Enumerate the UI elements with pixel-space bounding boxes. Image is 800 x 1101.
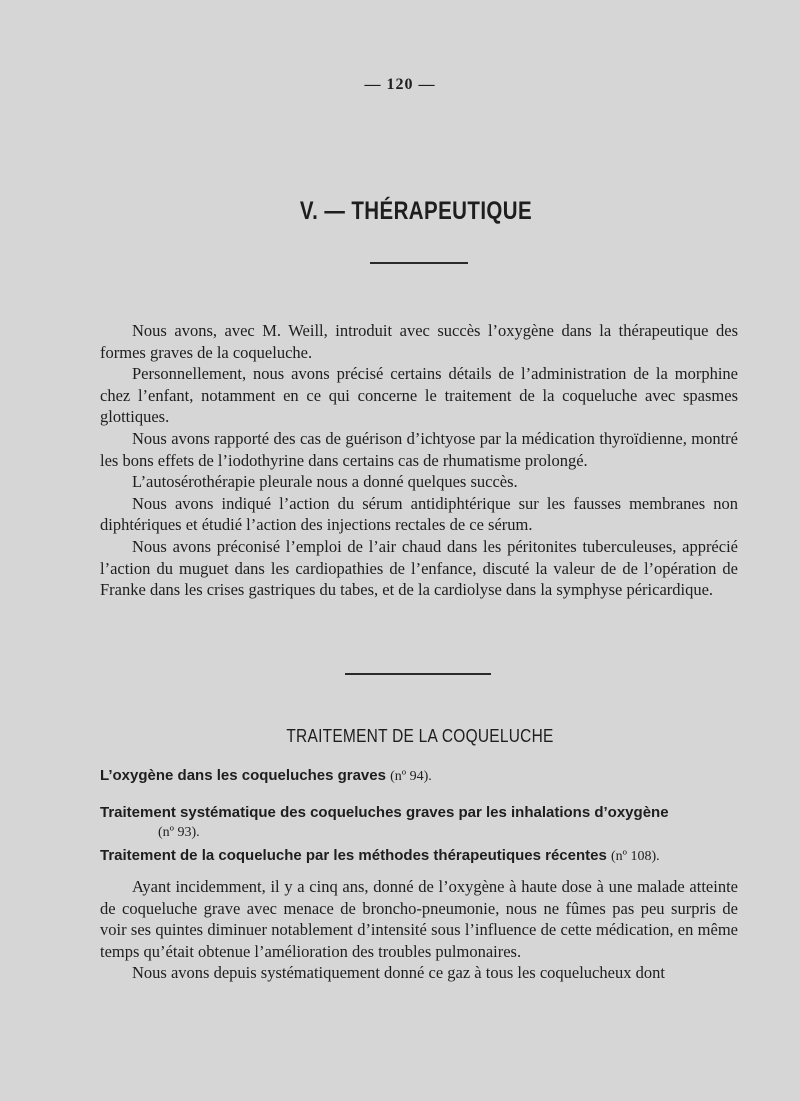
reference-number: (nº 108).	[611, 849, 660, 864]
reference-number: (nº 94).	[390, 769, 432, 784]
page-number: — 120 —	[364, 76, 436, 93]
reference-title: L’oxygène dans les coqueluches graves	[100, 767, 386, 784]
treatment-text	[100, 876, 738, 984]
reference-title: Traitement de la coqueluche par les méthodes thérapeutiques récentes	[100, 847, 607, 864]
reference-number: (nº 93).	[158, 825, 200, 840]
intro-text	[100, 320, 738, 601]
paragraph: L’autosérothérapie pleurale nous a donné quelques succès.	[132, 472, 518, 492]
paragraph: Ayant incidemment, il y a cinq ans, donné de l’oxygène à haute dose à une malade atteinte de coqueluche grave avec menace de broncho-pneumonie, nous ne fûmes pas peu surpris de voir ses quintes diminuer notablement d’intensité sous l’influence de cette médication, en même temps qu’était obtenue l’amélioration des troubles pulmonaires.	[100, 877, 738, 961]
paragraph: Nous avons rapporté des cas de guérison d’ichtyose par la médication thyroïdienne, montré les bons effets de l’iodothyrine dans certains cas de rhumatisme prolongé.	[100, 428, 738, 470]
title-rule	[370, 262, 468, 264]
reference-entry	[100, 803, 740, 843]
paragraph: Personnellement, nous avons précisé certains détails de l’administration de la morphine chez l’enfant, notamment en ce qui concerne le traitement de la coqueluche avec spasmes glottiques.	[100, 364, 738, 427]
paragraph: Nous avons indiqué l’action du sérum antidiphtérique sur les fausses membranes non diphtériques et étudié l’action des injections rectales de ce sérum.	[100, 493, 738, 535]
reference-title: Traitement systématique des coqueluches graves par les inhalations d’oxygène	[100, 804, 669, 821]
paragraph: Nous avons, avec M. Weill, introduit avec succès l’oxygène dans la thérapeutique des formes graves de la coqueluche.	[100, 321, 738, 362]
paragraph: Nous avons préconisé l’emploi de l’air chaud dans les péritonites tuberculeuses, apprécié l’action du muguet dans les cardiopathies de l’enfance, discuté la valeur de de l’opération de Franke dans les crises gastriques du tabes, et de la cardiolyse dans la symphyse péricardique.	[100, 536, 738, 600]
section-title: V. — THÉRAPEUTIQUE	[299, 197, 533, 225]
reference-entry	[100, 766, 740, 787]
reference-entry	[100, 846, 740, 867]
paragraph: Nous avons depuis systématiquement donné ce gaz à tous les coqueluchеux dont	[132, 963, 665, 983]
section-divider	[345, 673, 491, 675]
subsection-title: TRAITEMENT DE LA COQUELUCHE	[286, 726, 554, 746]
